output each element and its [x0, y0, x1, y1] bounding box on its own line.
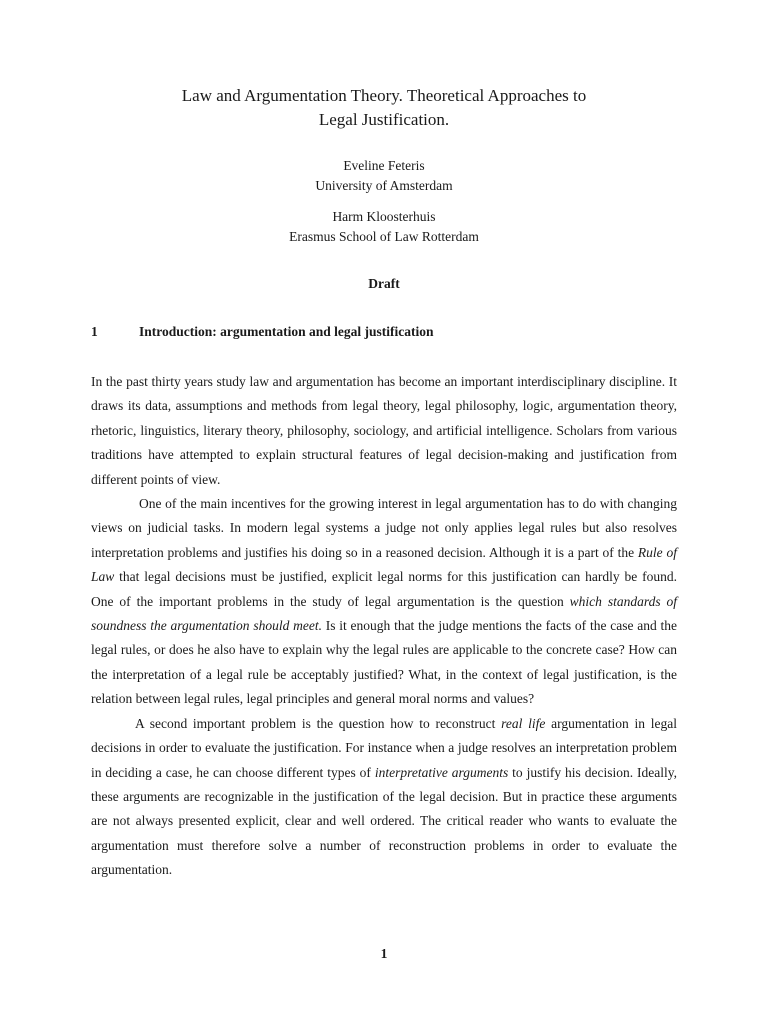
paragraph-3-text-a: A second important problem is the question how to reconstruct [135, 715, 502, 731]
paragraph-3-text-c: to justify his decision. Ideally, these arguments are recognizable in the justification of the legal decision. But in practice these arguments are not always presented explicit, clear and well ordered. The critical reader who wants to evaluate the argumentation must therefore solve a number of reconstruction problems in order to evaluate the argumentation. [91, 764, 677, 878]
author-2 [0, 207, 768, 247]
body-text [91, 370, 677, 883]
paragraph-3-emphasis-1: real life [501, 715, 546, 731]
author-name: Eveline Feteris [343, 158, 425, 173]
paragraph-2-text-b: that legal decisions must be justified, explicit legal norms for this justification can hardly be found. One of the important problems in the study of legal argumentation is the question [91, 569, 677, 609]
paragraph-2 [91, 492, 677, 712]
paragraph-2-emphasis-2: which standards of soundness the argumentation should meet. [91, 593, 678, 634]
paragraph-2-text-c: Is it enough that the judge mentions the facts of the case and the legal rules, or does he also have to explain why the legal rules are applicable to the concrete case? How can the interpretation of a legal rule be acceptably justified? What, in the context of legal justification, is the relation between legal rules, legal principles and general moral norms and values? [91, 618, 677, 707]
page-number: 1 [380, 946, 388, 961]
paper-title [0, 84, 768, 132]
paragraph-1: In the past thirty years study law and argumentation has become an important interdisciplinary discipline. It draws its data, assumptions and methods from legal theory, legal philosophy, logic, argumentation theory, rhetoric, linguistics, literary theory, philosophy, sociology, and artificial intelligence. Scholars from various traditions have attempted to explain structural features of legal decision-making and justification from different points of view. [91, 374, 677, 487]
title-line-1: Law and Argumentation Theory. Theoretical Approaches to [181, 86, 587, 105]
paragraph-3 [91, 712, 677, 883]
author-affiliation: University of Amsterdam [315, 178, 453, 193]
paragraph-3-text-b: argumentation in legal decisions in order to evaluate the justification. For instance when a judge resolves an interpretation problem in deciding a case, he can choose different types of [91, 715, 677, 780]
author-name: Harm Kloosterhuis [332, 209, 436, 224]
title-line-2: Legal Justification. [318, 110, 450, 129]
paragraph-2-text-a: One of the main incentives for the growing interest in legal argumentation has to do with changing views on judicial tasks. In modern legal systems a judge not only applies legal rules but also resolves interpretation problems and justifies his doing so in a reasoned decision. Although it is a part of the [91, 496, 677, 560]
section-title: Introduction: argumentation and legal justification [139, 324, 434, 339]
paragraph-3-emphasis-2: interpretative arguments [374, 764, 509, 780]
section-heading [91, 322, 434, 342]
author-1 [0, 156, 768, 196]
draft-label: Draft [368, 276, 400, 291]
section-number: 1 [91, 324, 98, 339]
author-affiliation: Erasmus School of Law Rotterdam [289, 229, 479, 244]
paragraph-2-emphasis-1: Rule of Law [91, 544, 677, 585]
